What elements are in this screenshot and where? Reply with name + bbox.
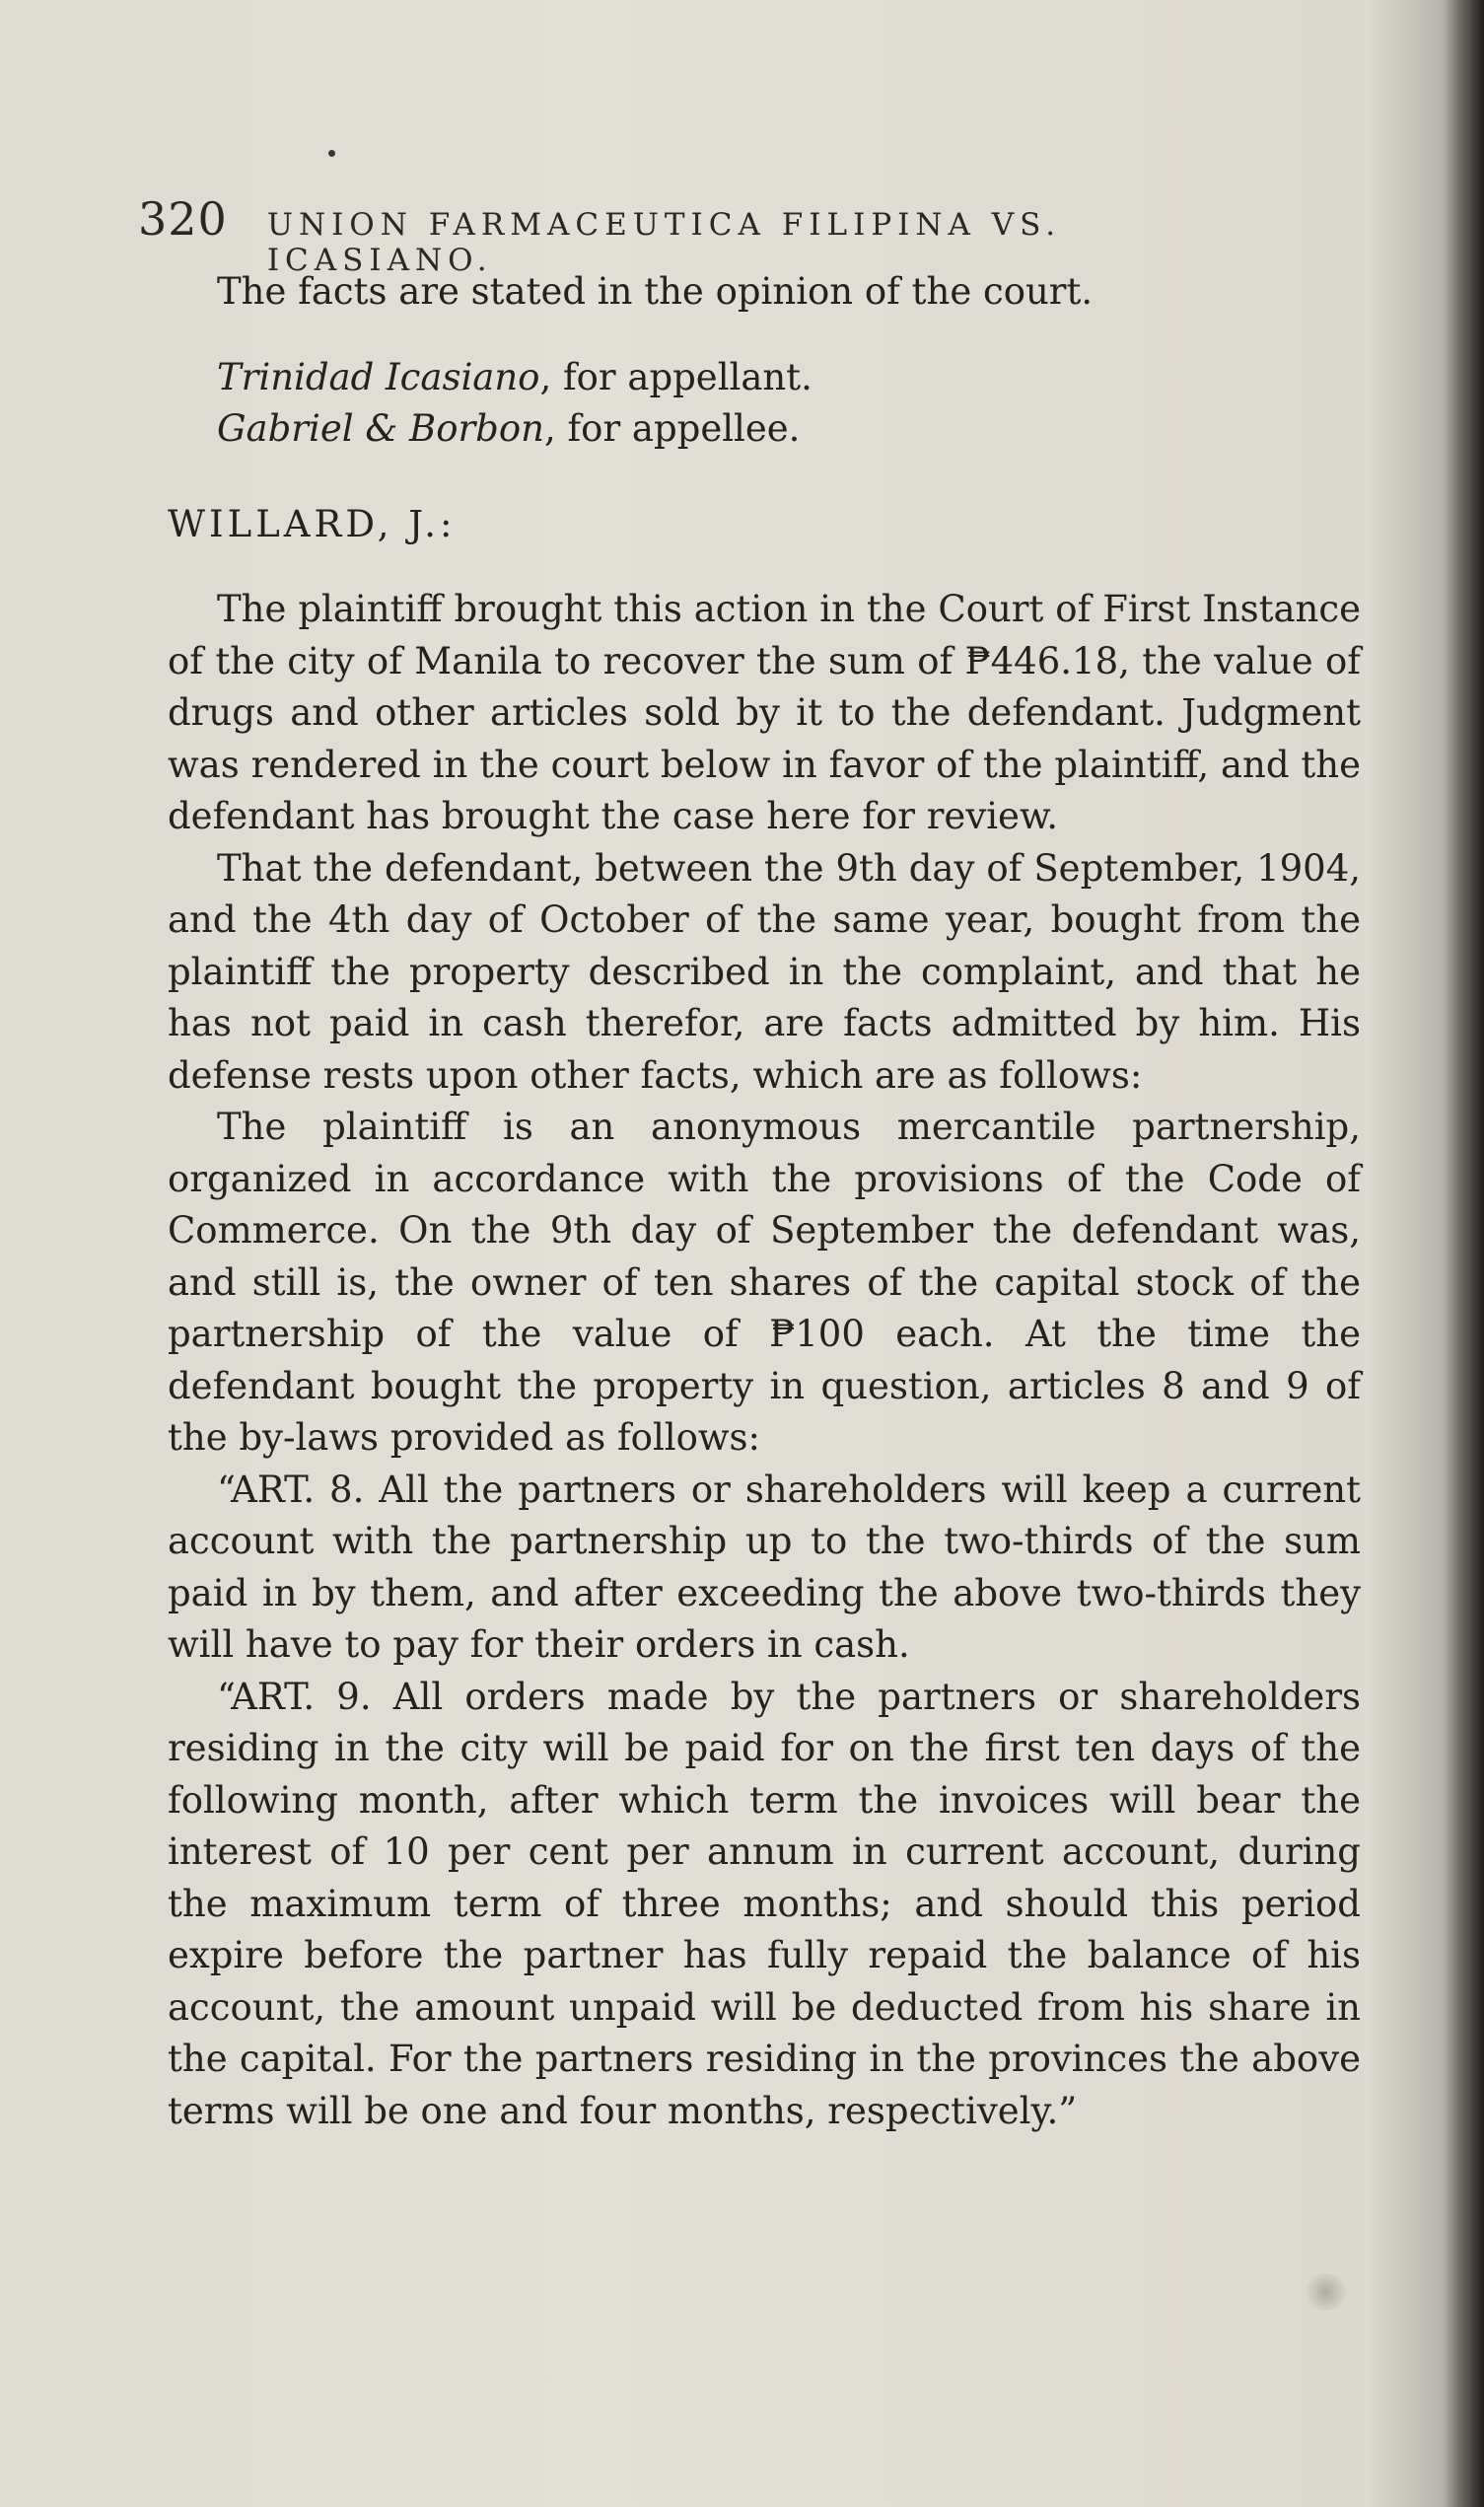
- page-body: [168, 266, 1361, 2137]
- page-number: 320: [138, 192, 228, 246]
- ink-dot: [328, 150, 335, 157]
- paragraph: The plaintiff is an anonymous mercantile partnership, organized in accordance with the provisions of the Code of Commerce. On the 9th day of September the defendant was, and still is, the owner of ten shares of the capital stock of the partnership of the value of ₱100 each. At the time the defendant bought the property in question, articles 8 and 9 of the by-laws provided as follows:: [168, 1106, 1361, 1459]
- page-header: [138, 192, 1282, 278]
- quoted-article-9: “ART. 9. All orders made by the partners or shareholders residing in the city will be paid for on the first ten days of the following month, after which term the invoices will bear the interest of 10 per cent per annum in current account, during the maximum term of three months; and should this period expire before the partner has fully repaid the balance of his account, the amount unpaid will be deducted from his share in the capital. For the partners residing in the provinces the above terms will be one and four months, respectively.”: [168, 1675, 1361, 2132]
- counsel-role: , for appellant.: [539, 355, 813, 398]
- page-edge-shadow: [1445, 0, 1484, 2507]
- paragraph: That the defendant, between the 9th day of September, 1904, and the 4th day of October of the same year, bought from the plaintiff the property described in the complaint, and that he has not paid in cash therefor, are facts admitted by him. His defense rests upon other facts, which are as follows:: [168, 846, 1361, 1097]
- counsel-appellee: [168, 403, 1361, 456]
- counsel-role: , for appellee.: [543, 407, 801, 450]
- quoted-article-8: “ART. 8. All the partners or shareholders will keep a current account with the partnership up to the two-thirds of the sum paid in by them, and after exceeding the above two-thirds they will have to pay for their orders in cash.: [168, 1468, 1361, 1666]
- counsel-appellant: [168, 352, 1361, 404]
- page-smudge: [1302, 2273, 1351, 2311]
- paragraph: The plaintiff brought this action in the Court of First Instance of the city of Manila to recover the sum of ₱446.18, the value of drugs and other articles sold by it to the defendant. Judgment was rendered in the court below in favor of the plaintiff, and the defendant has brought the case here for review.: [168, 588, 1361, 837]
- counsel-name: Trinidad Icasiano: [217, 355, 540, 398]
- judge-line: WILLARD, J.:: [168, 502, 457, 545]
- running-title: UNION FARMACEUTICA FILIPINA VS. ICASIANO.: [266, 207, 1062, 278]
- counsel-name: Gabriel & Borbon: [217, 407, 544, 450]
- intro-line: The facts are stated in the opinion of the court.: [217, 270, 1094, 313]
